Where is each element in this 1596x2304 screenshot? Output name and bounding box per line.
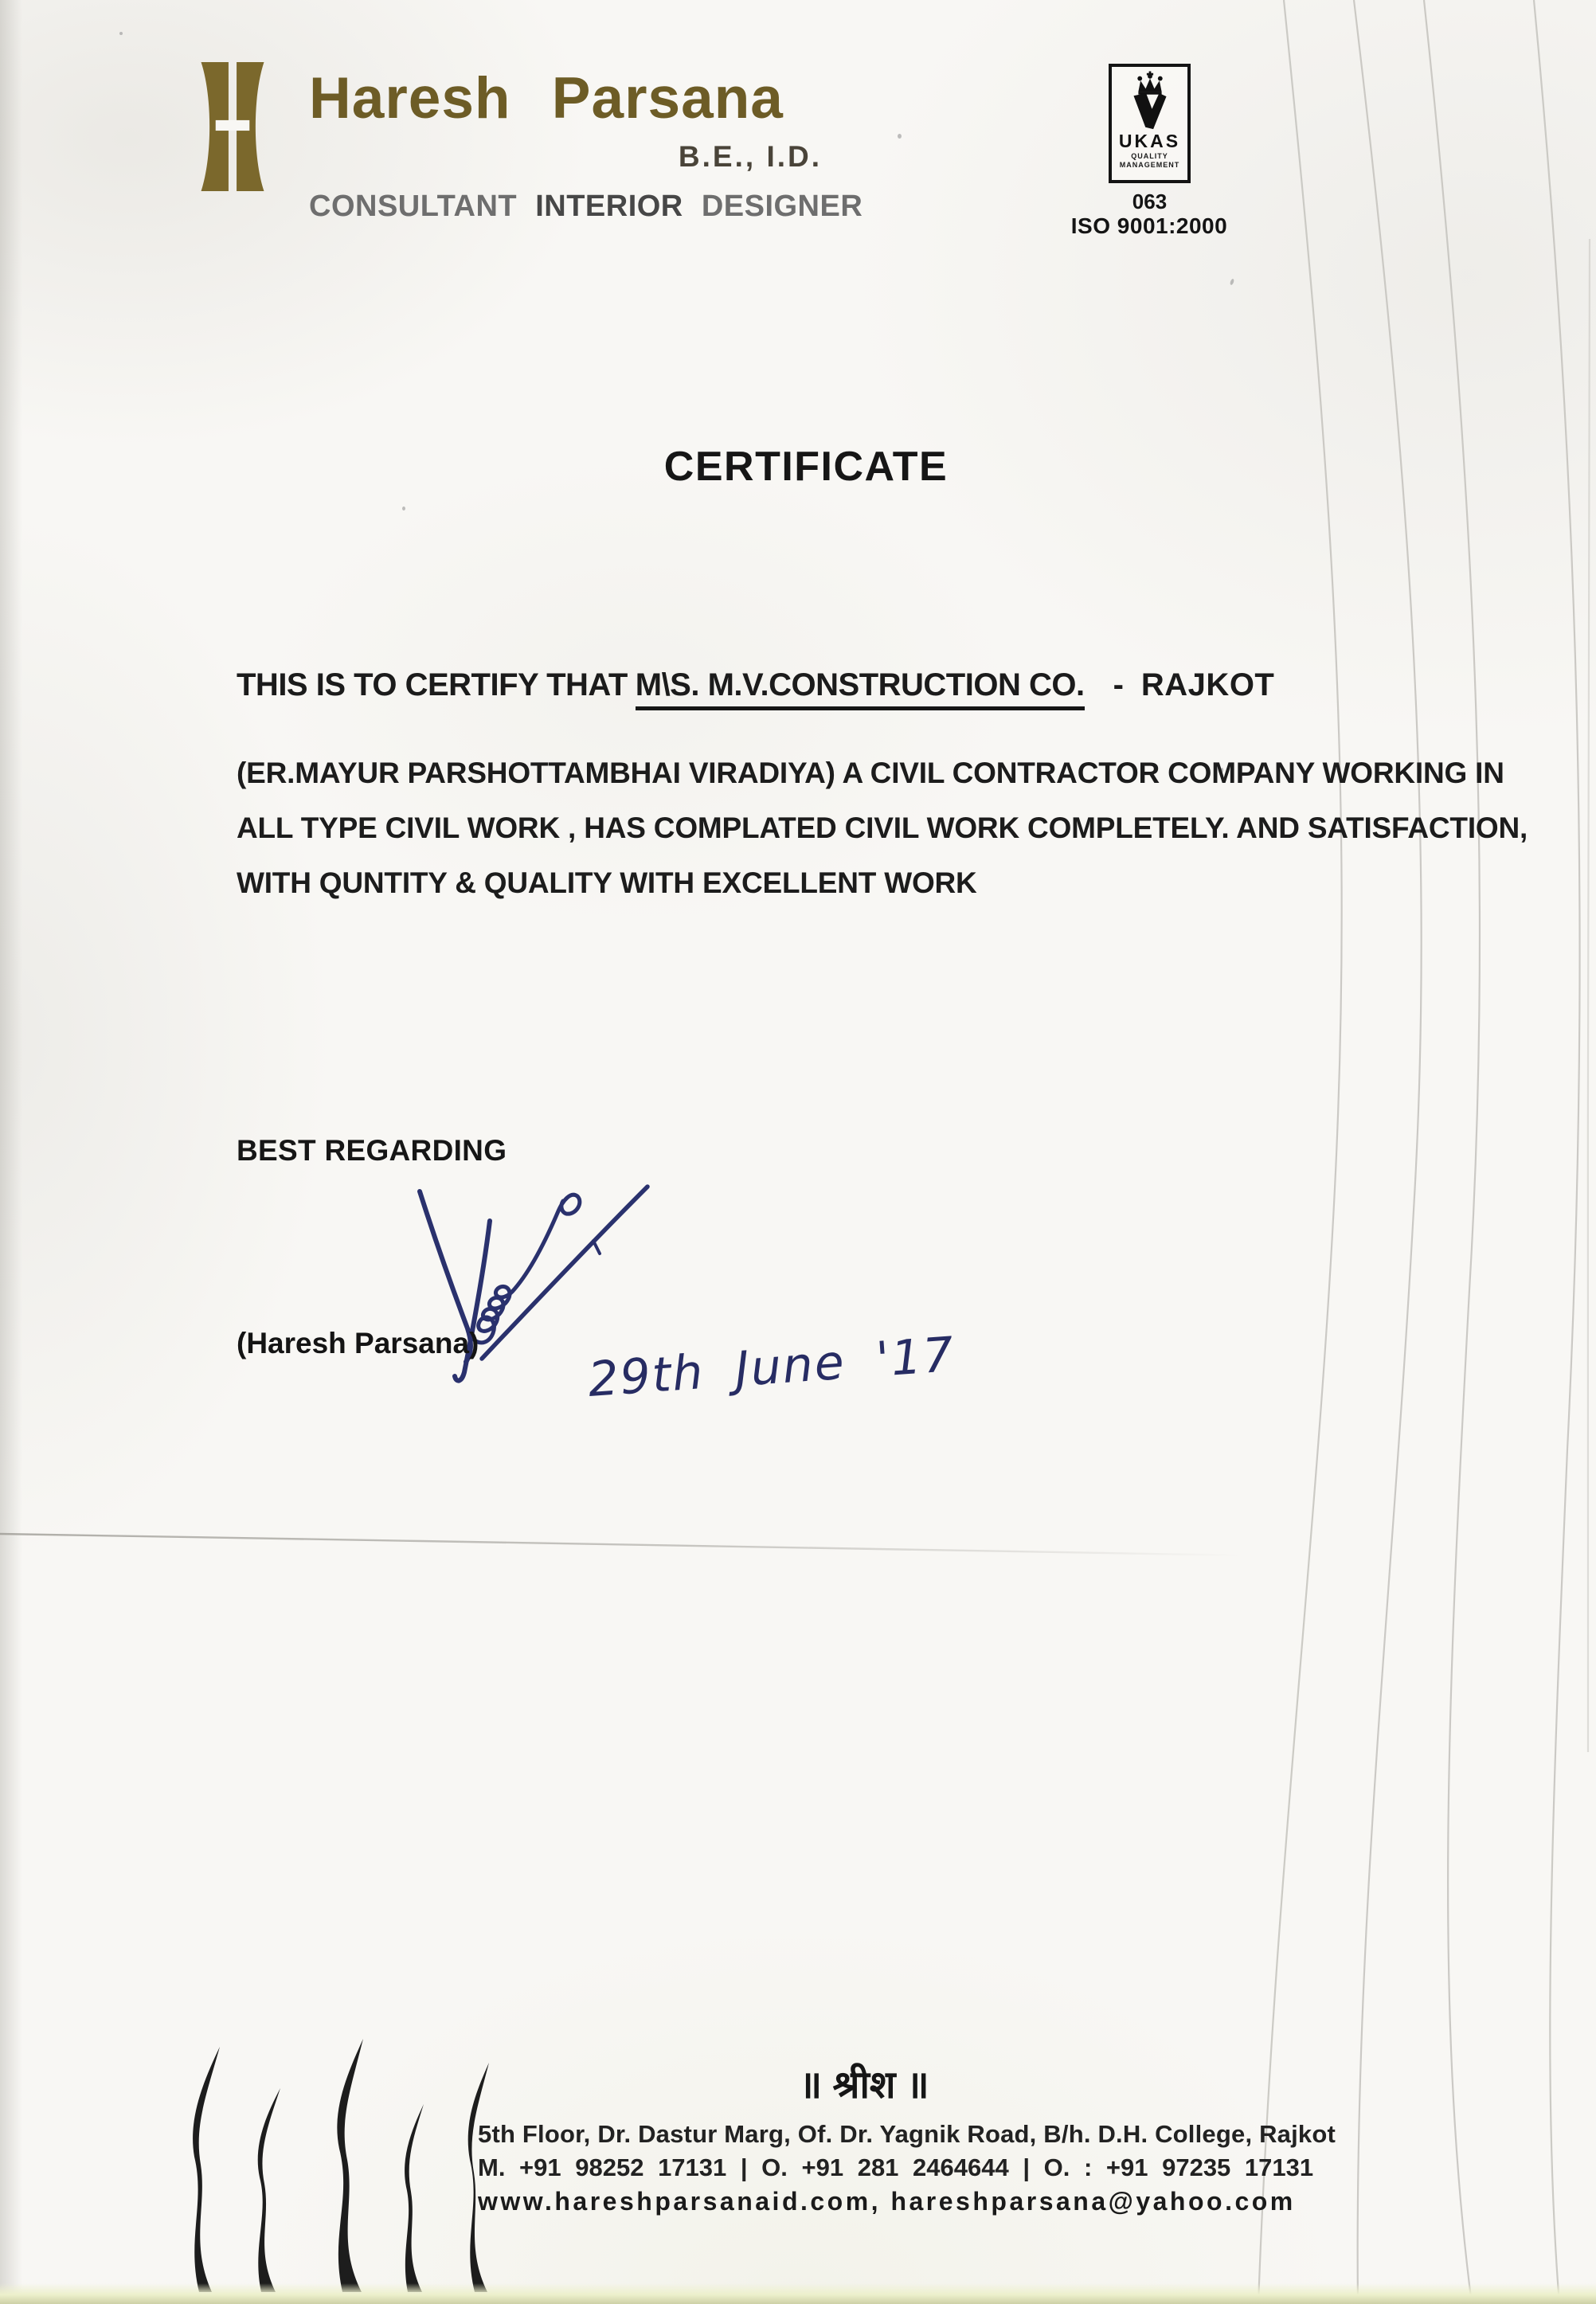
dash-separator: - [1113, 667, 1124, 702]
scan-bottom-strip [0, 2283, 1596, 2304]
ukas-accreditation-mark [1109, 64, 1191, 183]
company-city: RAJKOT [1140, 667, 1275, 702]
closing-salutation: BEST REGARDING [237, 1134, 507, 1167]
scan-speck [898, 134, 902, 139]
body-line-1: (ER.MAYUR PARSHOTTAMBHAI VIRADIYA) A CIVIL CONTRACTOR COMPANY WORKING IN [237, 757, 1504, 789]
role-emphasis: INTERIOR [535, 190, 683, 223]
brand-logo [194, 62, 271, 191]
ukas-sub-quality: QUALITY [1131, 152, 1168, 160]
scan-speck [402, 507, 405, 510]
brand-role-line [309, 190, 863, 224]
signatory-name: (Haresh Parsana) [237, 1327, 479, 1359]
scan-speck [119, 32, 123, 35]
certificate-title: CERTIFICATE [663, 444, 949, 490]
scan-edge-shadow [0, 0, 22, 2304]
body-line-3: WITH QUNTITY & QUALITY WITH EXCELLENT WORK [237, 866, 977, 899]
scan-speck [1230, 279, 1234, 286]
flame-motif [177, 2031, 519, 2292]
body-line-2: ALL TYPE CIVIL WORK , HAS COMPLATED CIVIL WORK COMPLETELY. AND SATISFACTION, [237, 812, 1528, 844]
role-prefix: CONSULTANT [309, 190, 518, 223]
ukas-sub-management: MANAGEMENT [1119, 161, 1180, 169]
footer-invocation: ॥ श्रीश ॥ [799, 2064, 929, 2106]
certificate-body [237, 745, 1528, 910]
certify-line [237, 667, 1274, 710]
company-name: M\S. M.V.CONSTRUCTION CO. [636, 667, 1085, 710]
certify-prefix: THIS IS TO CERTIFY THAT [237, 667, 628, 702]
footer-address: 5th Floor, Dr. Dastur Marg, Of. Dr. Yagnik Road, B/h. D.H. College, Rajkot [478, 2120, 1336, 2148]
ukas-label: UKAS [1118, 131, 1181, 151]
accreditation-number: 063 [1132, 190, 1168, 213]
fold-line [0, 1534, 1242, 1555]
handwritten-date: 29th June '17 [586, 1326, 957, 1409]
footer-web-email: www.hareshparsanaid.com, hareshparsana@yahoo.com [478, 2187, 1296, 2216]
brand-credentials: B.E., I.D. [678, 140, 822, 173]
checkmark-icon [1132, 93, 1168, 130]
brand-name: Haresh Parsana [309, 66, 784, 131]
role-suffix: DESIGNER [701, 190, 863, 223]
footer-phones: M. +91 98252 17131 | O. +91 281 2464644 | O. : +91 97235 17131 [478, 2153, 1314, 2181]
iso-standard: ISO 9001:2000 [1070, 213, 1228, 238]
